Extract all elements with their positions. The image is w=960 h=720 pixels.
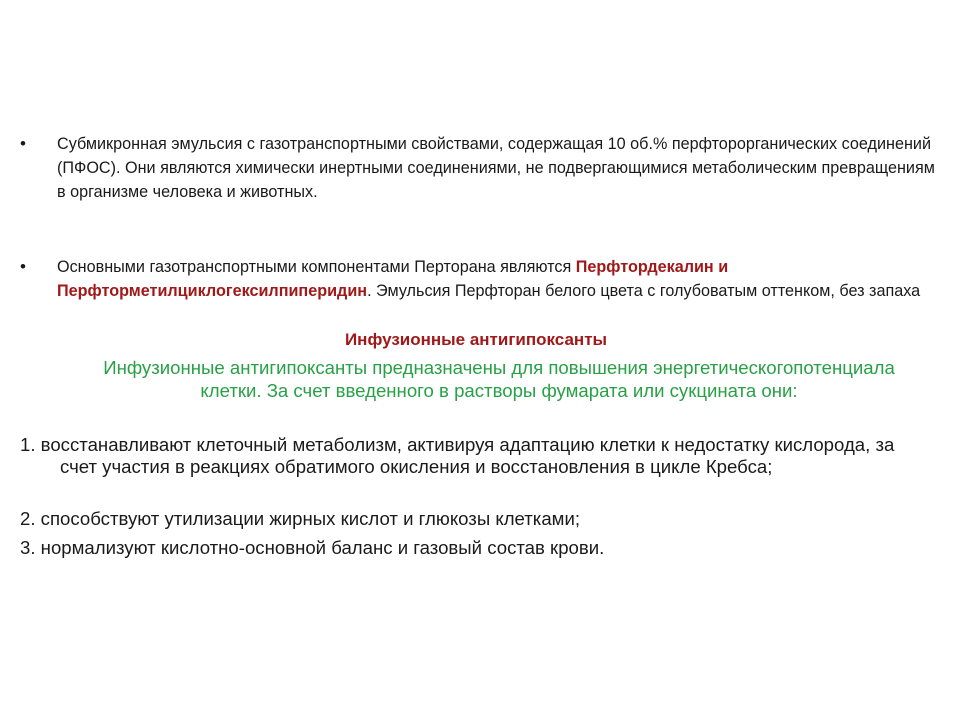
bullet-text: Субмикронная эмульсия с газотранспортными свойствами, содержащая 10 об.% перфторорганических соединений (ПФОС). Они являются химически инертными соединениями, не подвергающимися метаболическим превращениям в организме человека и животных.	[57, 135, 935, 201]
component-names-highlight: Перфтордекалин и Перфторметилциклогексилпиперидин	[57, 258, 729, 300]
numbered-item: 3. нормализуют кислотно-основной баланс и газовый состав крови.	[20, 537, 605, 558]
intro-paragraph: Инфузионные антигипоксанты предназначены для повышения энергетическогопотенциала клетки. За счет введенного в растворы фумарата или сукцината они:	[103, 357, 895, 401]
bullet-text-lead: Основными газотранспортными компонентами Перторана являются	[57, 258, 576, 276]
numbered-item: 2. способствуют утилизации жирных кислот и глюкозы клетками;	[20, 508, 581, 529]
numbered-item: 1. восстанавливают клеточный метаболизм, активируя адаптацию клетки к недостатку кислорода, за счет участия в реакциях обратимого окисления и восстановления в цикле Кребса;	[20, 434, 895, 477]
bullet-text	[57, 255, 937, 303]
bullet-text-tail: . Эмульсия Перфторан белого цвета с голубоватым оттенком, без запаха	[367, 282, 921, 300]
section-heading: Инфузионные антигипоксанты	[344, 330, 608, 349]
bullet-marker: •	[20, 134, 26, 153]
bullet-marker: •	[20, 257, 26, 276]
